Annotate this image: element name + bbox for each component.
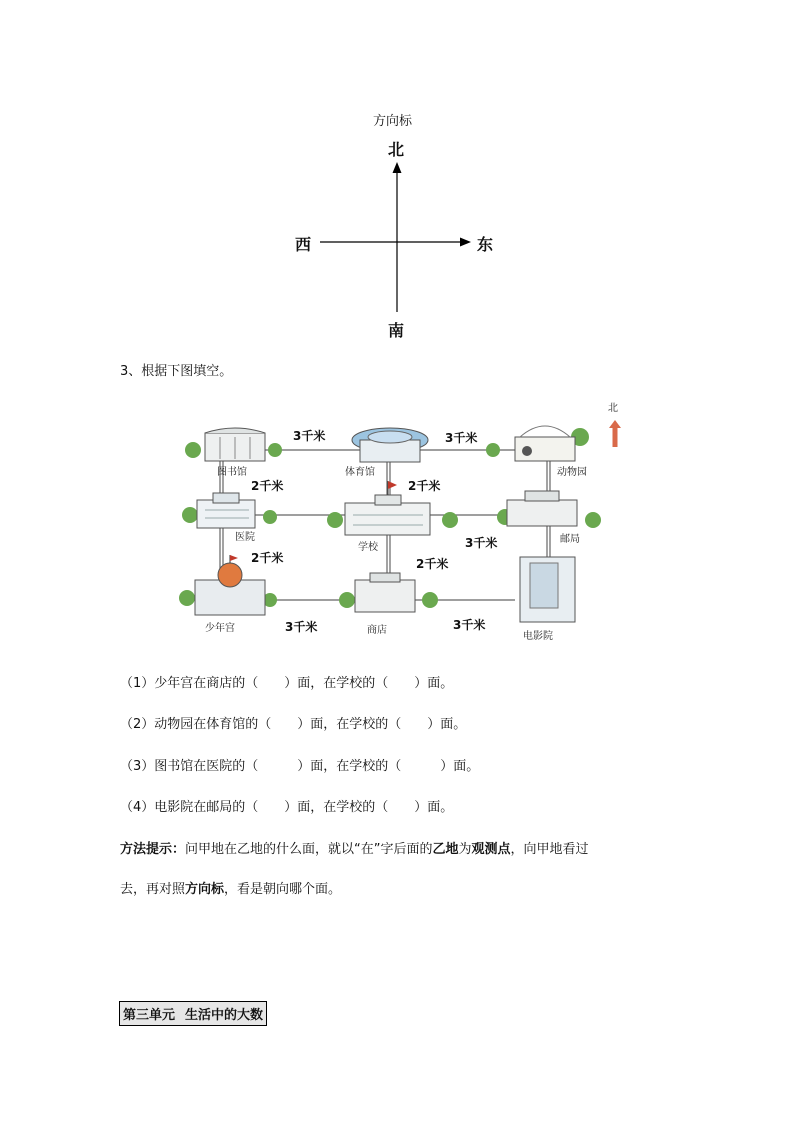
youth-palace-label: 少年宫: [205, 623, 235, 634]
distance-shop-cinema: 3千米: [453, 618, 486, 632]
north-arrowhead: [393, 162, 402, 173]
post-office-label: 邮局: [560, 534, 580, 545]
shop-label: 商店: [367, 625, 387, 636]
gym-label: 体育馆: [345, 467, 375, 478]
distance-gym-zoo: 3千米: [445, 431, 478, 445]
cinema-label: 电影院: [523, 631, 553, 642]
compass-arrows: [0, 0, 794, 400]
question-line-3: （3）图书馆在医院的（ ）面，在学校的（ ）面。: [120, 759, 480, 774]
unit-name: 第三单元: [123, 1008, 176, 1023]
zoo-building: [515, 426, 575, 461]
distance-library-gym: 3千米: [293, 429, 326, 443]
method-tip-bold: 观测点: [471, 842, 511, 857]
map-north-arrow-icon: [609, 420, 621, 447]
method-tip-text: 问甲地在乙地的什么面，就以“在”字后面的: [185, 842, 433, 857]
unit-title: 生活中的大数: [185, 1008, 264, 1023]
hospital-label: 医院: [235, 532, 255, 543]
hospital-building: [197, 493, 255, 528]
distance-hospital-youth: 2千米: [251, 551, 284, 565]
town-map: [175, 395, 625, 650]
method-tip-label: 方法提示：: [120, 842, 186, 857]
shop-building: [355, 573, 415, 612]
question-line-2: （2）动物园在体育馆的（ ）面，在学校的（ ）面。: [120, 717, 467, 732]
cinema-building: [520, 557, 575, 622]
post-office-building: [507, 491, 577, 526]
distance-youth-shop: 3千米: [285, 620, 318, 634]
library-label: 图书馆: [217, 467, 247, 478]
method-tip-bold: 乙地: [432, 842, 459, 857]
method-tip-line-1: [120, 838, 589, 857]
compass-south-label: 南: [388, 321, 405, 340]
question-line-1: （1）少年宫在商店的（ ）面，在学校的（ ）面。: [120, 676, 454, 691]
school-label: 学校: [358, 542, 378, 553]
compass-west-label: 西: [295, 235, 312, 254]
question-line-4: （4）电影院在邮局的（ ）面，在学校的（ ）面。: [120, 800, 454, 815]
distance-school-post: 3千米: [465, 536, 498, 550]
method-tip-text: 为: [458, 842, 472, 857]
distance-school-shop: 2千米: [416, 557, 449, 571]
method-tip-line-2: [120, 878, 341, 897]
method-tip-text: ，向甲地看过: [510, 842, 589, 857]
compass-east-label: 东: [477, 235, 494, 254]
method-tip-text: ，看是朝向哪个面。: [224, 882, 342, 897]
compass-north-label: 北: [388, 140, 405, 159]
question-title: 3、根据下图填空。: [120, 364, 233, 379]
gym-building: [352, 428, 428, 462]
unit-heading: [119, 1001, 267, 1026]
zoo-label: 动物园: [557, 467, 587, 478]
method-tip-text: 去，再对照: [120, 882, 186, 897]
east-arrowhead: [460, 238, 471, 247]
library-building: [205, 428, 265, 461]
map-north-label: 北: [608, 403, 618, 414]
distance-library-hospital: 2千米: [251, 479, 284, 493]
method-tip-bold: 方向标: [185, 882, 225, 897]
school-flag-icon: [388, 481, 397, 489]
compass-title: 方向标: [373, 114, 413, 129]
distance-gym-school: 2千米: [408, 479, 441, 493]
